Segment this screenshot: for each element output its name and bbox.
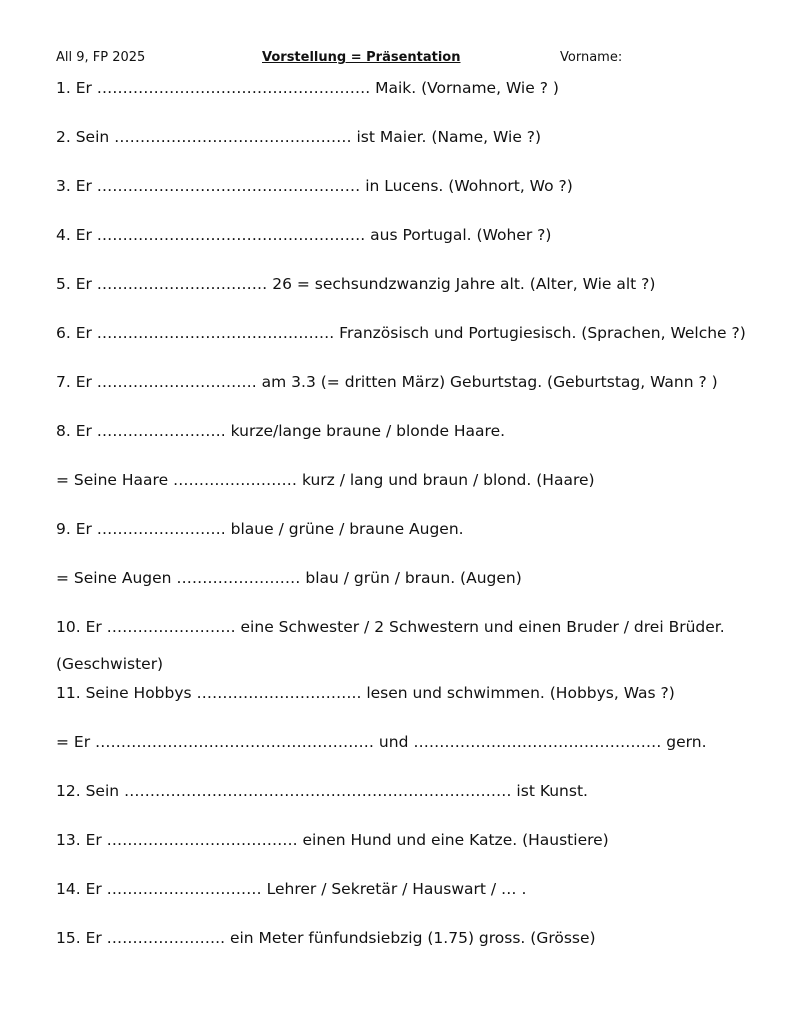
worksheet-header bbox=[0, 50, 790, 68]
exercise-line-7: 7. Er …………………………. am 3.3 (= dritten März) Geburtstag. (Geburtstag, Wann ? ) bbox=[56, 373, 718, 391]
exercise-line-11b: = Er ……………………………………………… und ………………………………………… gern. bbox=[56, 733, 707, 751]
exercise-line-8b: = Seine Haare …………………… kurz / lang und braun / blond. (Haare) bbox=[56, 471, 595, 489]
exercise-line-1: 1. Er ……………………………….……………. Maik. (Vorname, Wie ? ) bbox=[56, 79, 559, 97]
exercise-line-4: 4. Er ……………………………………………. aus Portugal. (Woher ?) bbox=[56, 226, 552, 244]
exercise-line-12: 12. Sein ………………………………………………………………… ist Kunst. bbox=[56, 782, 588, 800]
exercise-line-11: 11. Seine Hobbys ………………………….. lesen und schwimmen. (Hobbys, Was ?) bbox=[56, 684, 675, 702]
worksheet-title: Vorstellung = Präsentation bbox=[262, 50, 461, 65]
first-name-label: Vorname: bbox=[560, 50, 623, 65]
exercise-line-8: 8. Er ……………………. kurze/lange braune / blonde Haare. bbox=[56, 422, 506, 440]
exercise-line-2: 2. Sein ……………………………….……… ist Maier. (Name, Wie ?) bbox=[56, 128, 542, 146]
exercise-line-9: 9. Er ……………………. blaue / grüne / braune Augen. bbox=[56, 520, 464, 538]
class-label: All 9, FP 2025 bbox=[56, 50, 146, 65]
exercise-list bbox=[56, 78, 766, 977]
exercise-line-14: 14. Er ………………………… Lehrer / Sekretär / Hauswart / … . bbox=[56, 880, 527, 898]
exercise-line-6: 6. Er ………………………………………. Französisch und Portugiesisch. (Sprachen, Welche ?) bbox=[56, 324, 746, 342]
exercise-line-5: 5. Er …………………………… 26 = sechsundzwanzig Jahre alt. (Alter, Wie alt ?) bbox=[56, 275, 656, 293]
exercise-line-9b: = Seine Augen …………………… blau / grün / braun. (Augen) bbox=[56, 569, 522, 587]
exercise-line-13: 13. Er ………………………………. einen Hund und eine Katze. (Haustiere) bbox=[56, 831, 609, 849]
exercise-line-10: 10. Er ……………………. eine Schwester / 2 Schwestern und einen Bruder / drei Brüder. (Geschwister) bbox=[56, 618, 725, 673]
exercise-line-3: 3. Er …………………………………………… in Lucens. (Wohnort, Wo ?) bbox=[56, 177, 573, 195]
exercise-line-15: 15. Er ………………….. ein Meter fünfundsiebzig (1.75) gross. (Grösse) bbox=[56, 929, 596, 947]
